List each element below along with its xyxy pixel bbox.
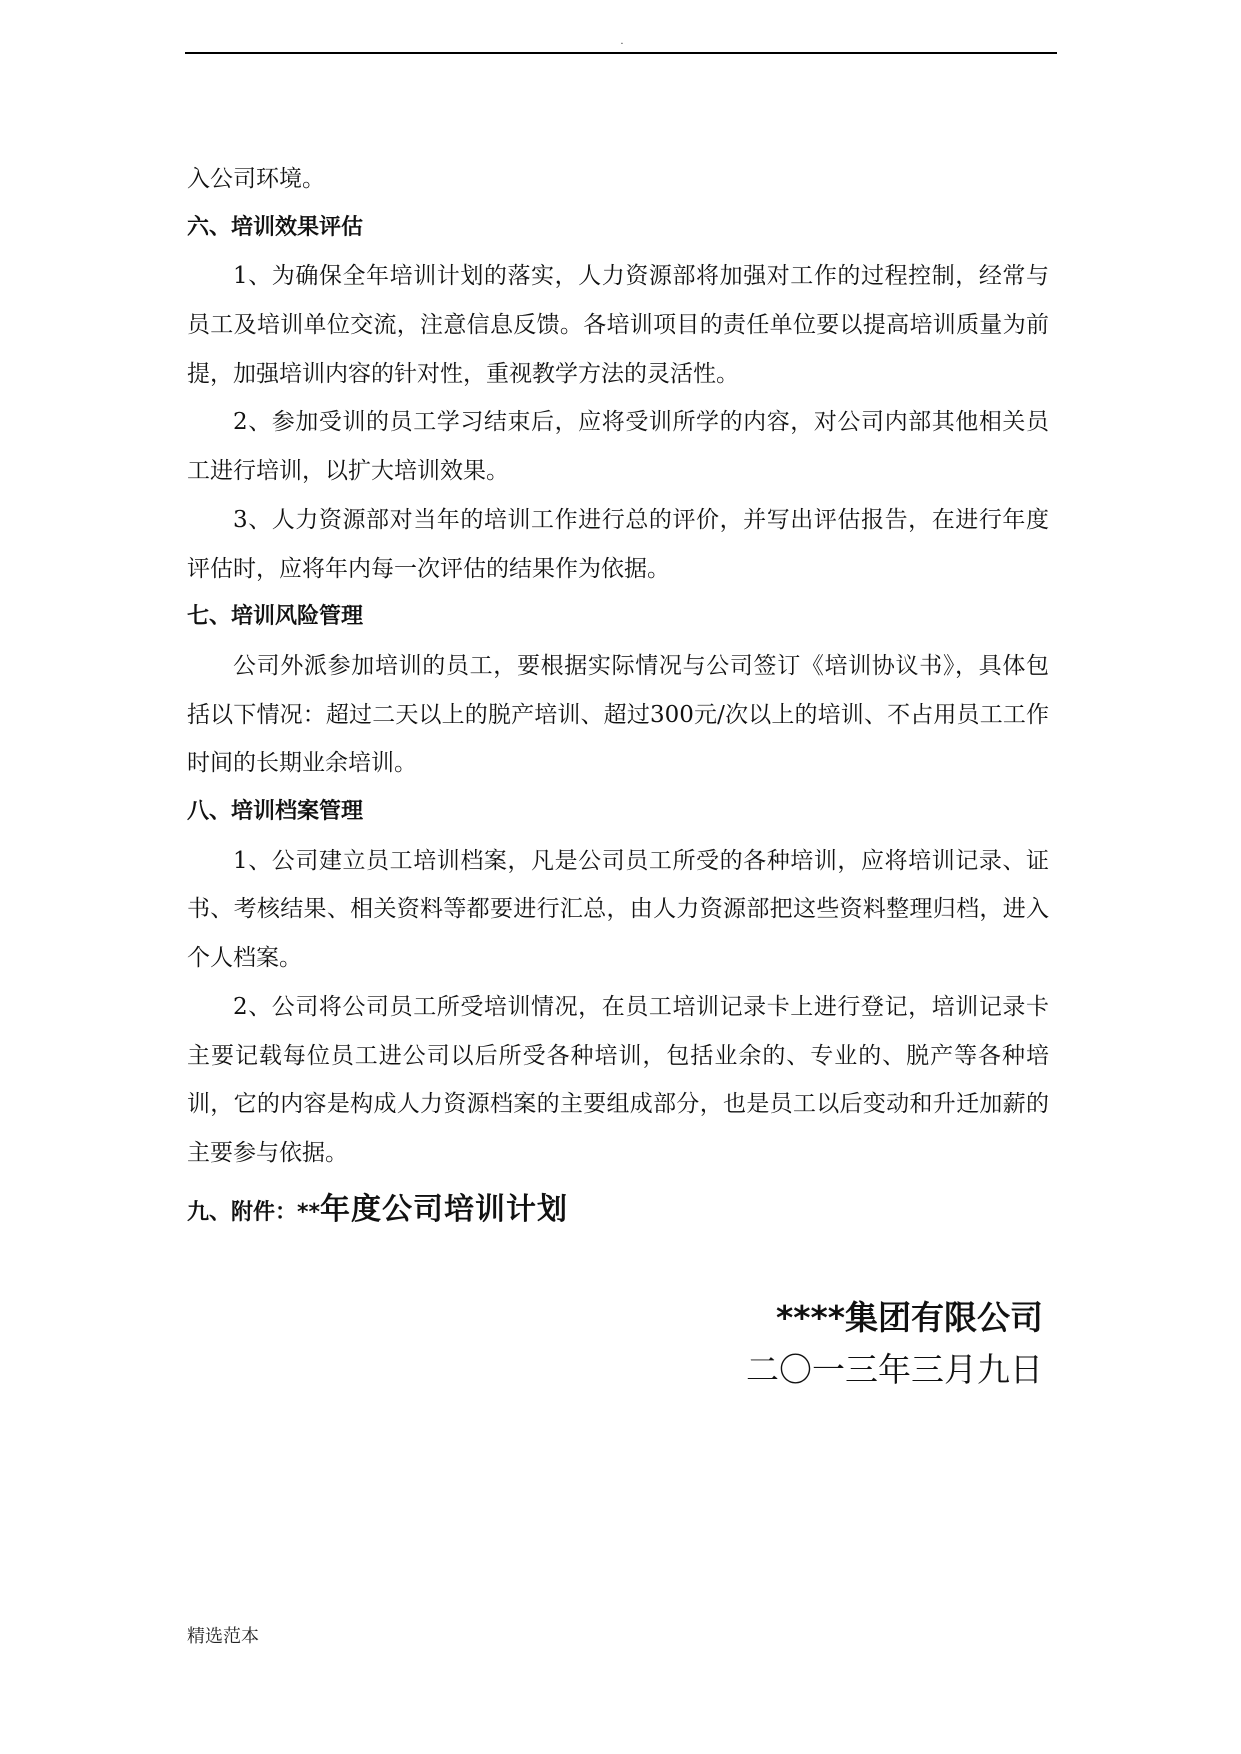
section-6-title: 六、培训效果评估 <box>187 214 364 240</box>
section-6-paragraph-2: 2、参加受训的员工学习结束后，应将受训所学的内容，对公司内部其他相关员工进行培训，以扩大培训效果。 <box>187 409 1049 485</box>
section-6-paragraph-3: 3、人力资源部对当年的培训工作进行总的评价，并写出评估报告，在进行年度评估时，应将年内每一次评估的结果作为依据。 <box>187 506 1049 582</box>
intro-line: 入公司环境。 <box>187 166 325 192</box>
section-8-paragraph-1: 1、公司建立员工培训档案，凡是公司员工所受的各种培训，应将培训记录、证书、考核结果、相关资料等都要进行汇总，由人力资源部把这些资料整理归档，进入个人档案。 <box>187 847 1049 972</box>
company-name: ****集团有限公司 <box>775 1298 1043 1337</box>
footer-label: 精选范本 <box>187 1626 259 1647</box>
header-mark: . <box>620 36 624 47</box>
section-7-title: 七、培训风险管理 <box>187 604 364 630</box>
section-6-paragraph-1: 1、为确保全年培训计划的落实，人力资源部将加强对工作的过程控制，经常与员工及培训单位交流，注意信息反馈。各培训项目的责任单位要以提高培训质量为前提，加强培训内容的针对性，重视教学方法的灵活性。 <box>187 263 1049 387</box>
attachment-title: 年度公司培训计划 <box>320 1191 569 1227</box>
section-8-paragraph-2: 2、公司将公司员工所受培训情况，在员工培训记录卡上进行登记，培训记录卡主要记载每位员工进公司以后所受各种培训，包括业余的、专业的、脱产等各种培训，它的内容是构成人力资源档案的主要组成部分，也是员工以后变动和升迁加薪的主要参与依据。 <box>187 993 1049 1166</box>
header-rule <box>185 52 1057 54</box>
section-8-title: 八、培训档案管理 <box>187 799 364 825</box>
attachment-prefix: 九、附件：** <box>187 1199 321 1225</box>
section-7-paragraph-1: 公司外派参加培训的员工，要根据实际情况与公司签订《培训协议书》，具体包括以下情况：超过二天以上的脱产培训、超过300元/次以上的培训、不占用员工工作时间的长期业余培训。 <box>187 652 1049 777</box>
signature-block <box>746 1292 1043 1396</box>
document-body <box>187 155 1049 1236</box>
section-9-attachment <box>187 1184 1049 1236</box>
signature-date: 二〇一三年三月九日 <box>746 1350 1043 1389</box>
